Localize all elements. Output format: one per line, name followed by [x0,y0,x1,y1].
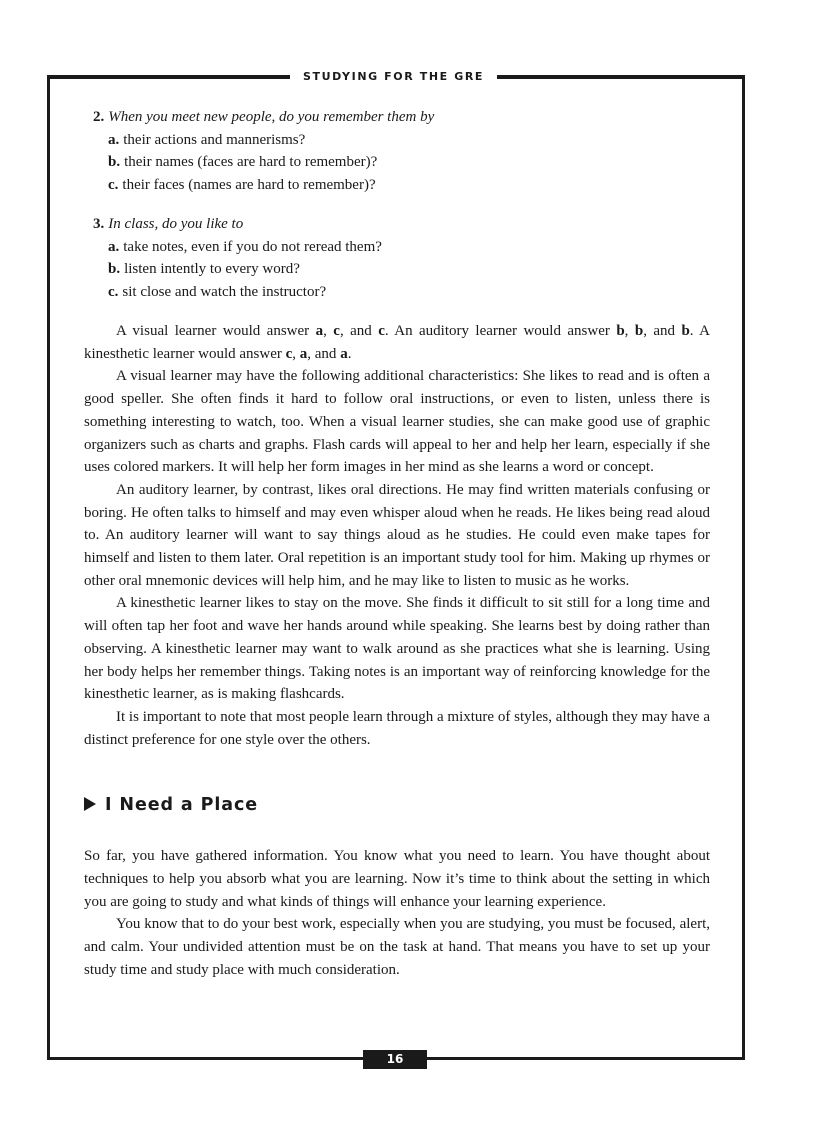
section-heading [84,793,710,817]
answer-sep: , and [307,345,341,362]
answer-letter: a [340,345,348,362]
answer-letter: c [333,323,340,339]
option-letter: a. [108,131,120,148]
option-text: take notes, even if you do not reread them? [123,238,382,255]
page-number: 16 [363,1050,427,1069]
question-2 [93,106,710,196]
option-letter: b. [108,154,121,170]
option-text: listen intently to every word? [124,261,300,277]
question-stem [93,106,710,129]
section-heading-text: I Need a Place [105,795,258,816]
answer-key-text: . [347,345,352,362]
page-content [84,106,710,982]
running-head: STUDYING FOR THE GRE [302,70,485,83]
answer-letter: b [616,323,625,339]
section-paragraph: So far, you have gathered information. You know what you need to learn. You have thought about techniques to help you absorb what you are learning. Now it’s time to think about the setting in which you are going to study and what kinds of things will enhance your learning experience. [84,848,710,910]
answer-letter: c [378,323,385,339]
answer-sep: , [323,323,334,339]
option-letter: b. [108,261,121,277]
option-text: their names (faces are hard to remember)? [124,154,378,170]
answer-option [93,129,710,152]
visual-learner-paragraph: A visual learner may have the following additional characteristics: She likes to read and is often a good speller. She often finds it hard to follow oral instructions, or even to listen, unless there is something interesting to watch, too. When a visual learner studies, she can make good use of graphic organizers such as charts and graphs. Flash cards will appeal to her and help her learn, especially if she uses colored markers. It will help her form images in her mind as she learns a word or concept. [84,368,710,476]
frame-bottom-rule-left [47,1057,363,1060]
triangle-bullet-icon [84,797,96,811]
answer-key-text: . A kinesthetic learner would answer [84,323,710,362]
frame-top-rule-right [497,75,745,79]
answer-key-text: . An auditory learner would answer [384,323,617,339]
auditory-learner-paragraph: An auditory learner, by contrast, likes oral directions. He may find written materials confusing or boring. He often talks to himself and may even whisper aloud when he reads. He likes being read aloud to. An auditory learner will want to say things aloud as he studies. He could even make tapes for himself and listen to them later. Oral repetition is an important study tool for him. Making up rhymes or other oral mnemonic devices will help him, and he may like to listen to music as he works. [84,481,710,589]
question-text: In class, do you like to [108,216,244,232]
answer-letter: c [285,345,293,362]
question-3 [93,213,710,303]
frame-right-rule [742,75,745,1060]
option-text: their actions and mannerisms? [123,131,306,148]
answer-letter: b [681,323,690,339]
option-letter: c. [108,176,119,193]
answer-option [93,174,710,197]
kinesthetic-learner-paragraph: A kinesthetic learner likes to stay on the move. She finds it difficult to sit still for a long time and will often tap her foot and wave her hands around while speaking. She learns best by doing rather than observing. A kinesthetic learner may want to walk around as she practices what she is learning. Using her body helps her remember things. Taking notes is an important way of reinforcing knowledge for the kinesthetic learner, as is making flashcards. [84,595,710,703]
question-number: 3. [93,216,105,232]
answer-letter: b [634,323,644,339]
answer-option [93,258,710,281]
answer-sep: , [624,323,635,339]
option-text: sit close and watch the instructor? [122,283,327,300]
option-letter: a. [108,238,120,255]
answer-option [93,236,710,259]
answer-letter: a [299,345,308,362]
question-text: When you meet new people, do you remember them by [108,109,435,125]
answer-sep: , and [339,323,379,339]
frame-top-rule-left [47,75,290,79]
section-paragraph: You know that to do your best work, especially when you are studying, you must be focused, alert, and calm. Your undivided attention must be on the task at hand. That means you have to set up your study time and study place with much consideration. [84,916,710,978]
answer-sep: , [292,345,300,362]
answer-option [93,151,710,174]
frame-bottom-rule-right [427,1057,745,1060]
question-number: 2. [93,109,105,125]
spacer [84,196,710,213]
option-letter: c. [108,283,119,300]
question-stem [93,213,710,236]
option-text: their faces (names are hard to remember)? [122,176,376,193]
mixture-paragraph: It is important to note that most people learn through a mixture of styles, although they may have a distinct preference for one style over the others. [84,708,710,748]
frame-left-rule [47,75,50,1060]
answer-sep: , and [643,323,682,339]
answer-key-paragraph [84,320,710,365]
answer-letter: a [315,323,324,339]
answer-key-text: A visual learner would answer [116,323,316,339]
answer-option [93,281,710,304]
